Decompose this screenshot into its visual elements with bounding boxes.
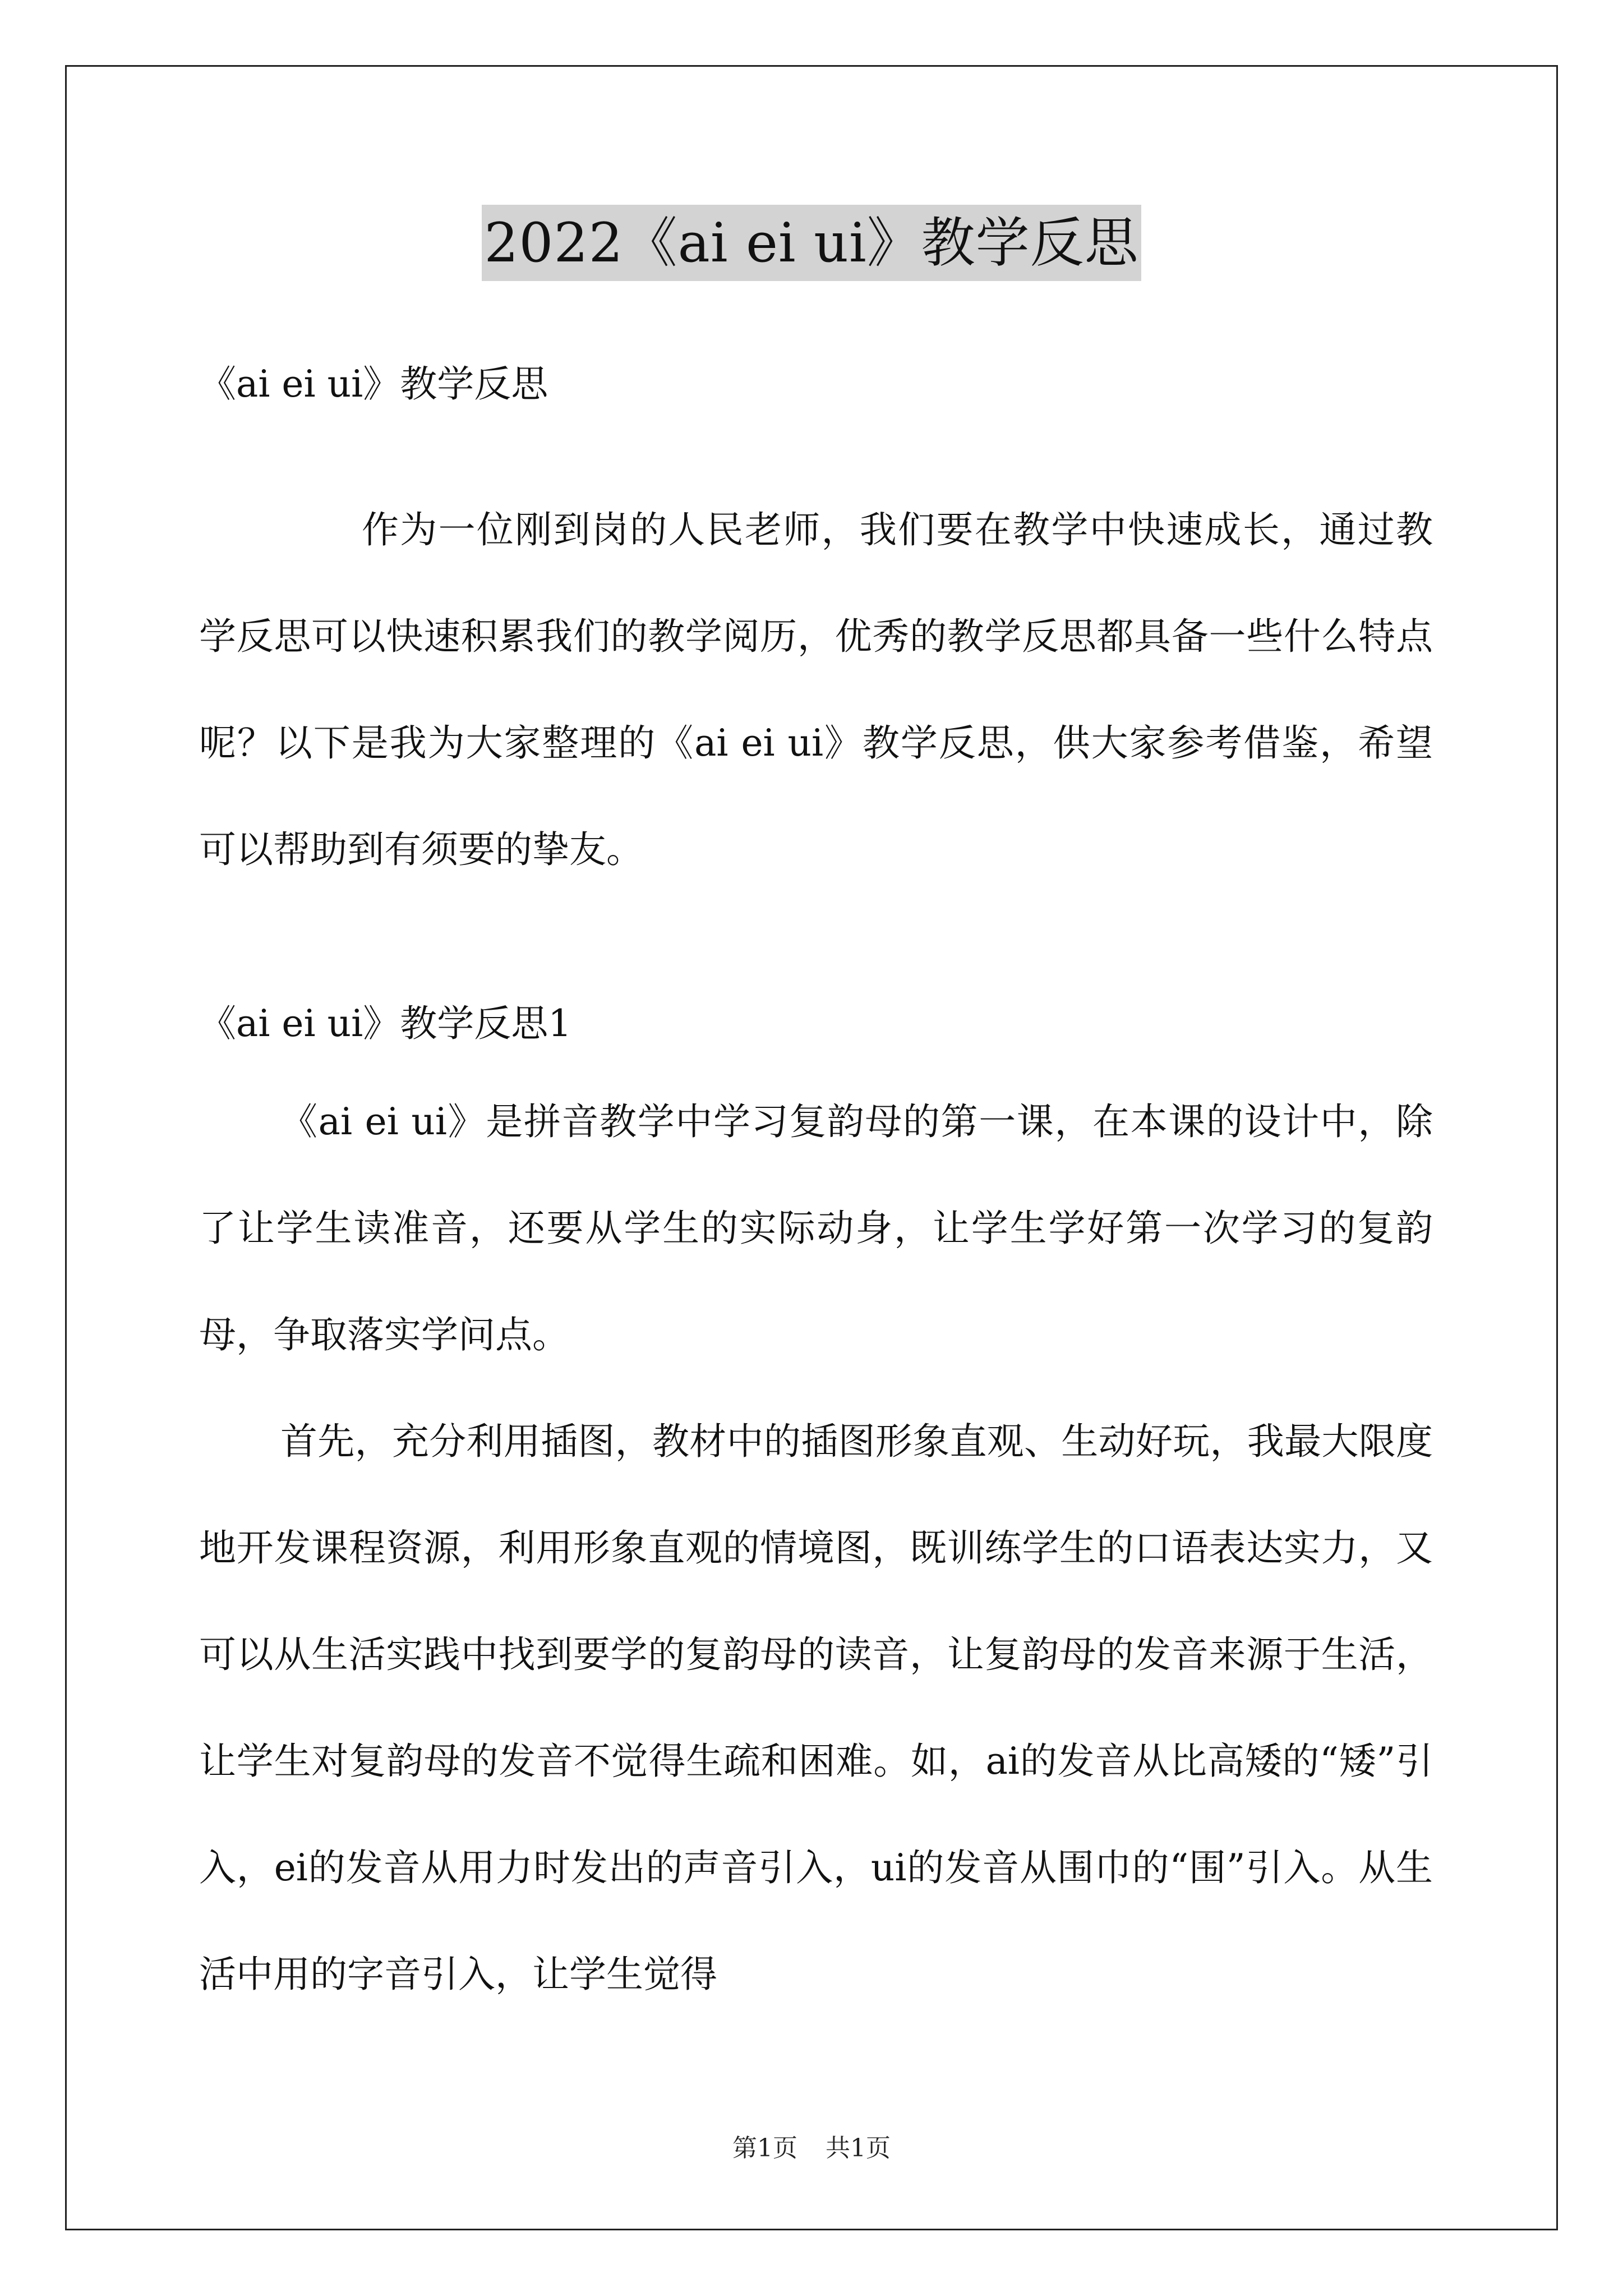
title-container [0,205,1623,281]
intro-paragraph: 作为一位刚到岗的人民老师，我们要在教学中快速成长，通过教学反思可以快速积累我们的教学阅历，优秀的教学反思都具备一些什么特点呢？以下是我为大家整理的《ai ei ui》教学反思，供大家参考借鉴，希望可以帮助到有须要的挚友。 [199,508,1433,871]
section-heading: 《ai ei ui》教学反思1 [199,1002,572,1045]
body-paragraph-2: 首先，充分利用插图，教材中的插图形象直观、生动好玩，我最大限度地开发课程资源，利用形象直观的情境图，既训练学生的口语表达实力，又可以从生活实践中找到要学的复韵母的读音，让复韵母的发音来源于生活，让学生对复韵母的发音不觉得生疏和困难。如，ai的发音从比高矮的“矮”引入，ei的发音从用力时发出的声音引入，ui的发音从围巾的“围”引入。从生活中用的字音引入，让学生觉得 [199,1420,1433,1996]
page-footer [0,2132,1623,2165]
document-subtitle: 《ai ei ui》教学反思 [199,362,548,406]
page-number: 第1页 [732,2134,797,2162]
page-total: 共1页 [826,2134,891,2162]
document-title: 2022《ai ei ui》教学反思 [482,205,1141,281]
body-paragraph-1: 《ai ei ui》是拼音教学中学习复韵母的第一课，在本课的设计中，除了让学生读准音，还要从学生的实际动身，让学生学好第一次学习的复韵母，争取落实学问点。 [199,1100,1433,1356]
